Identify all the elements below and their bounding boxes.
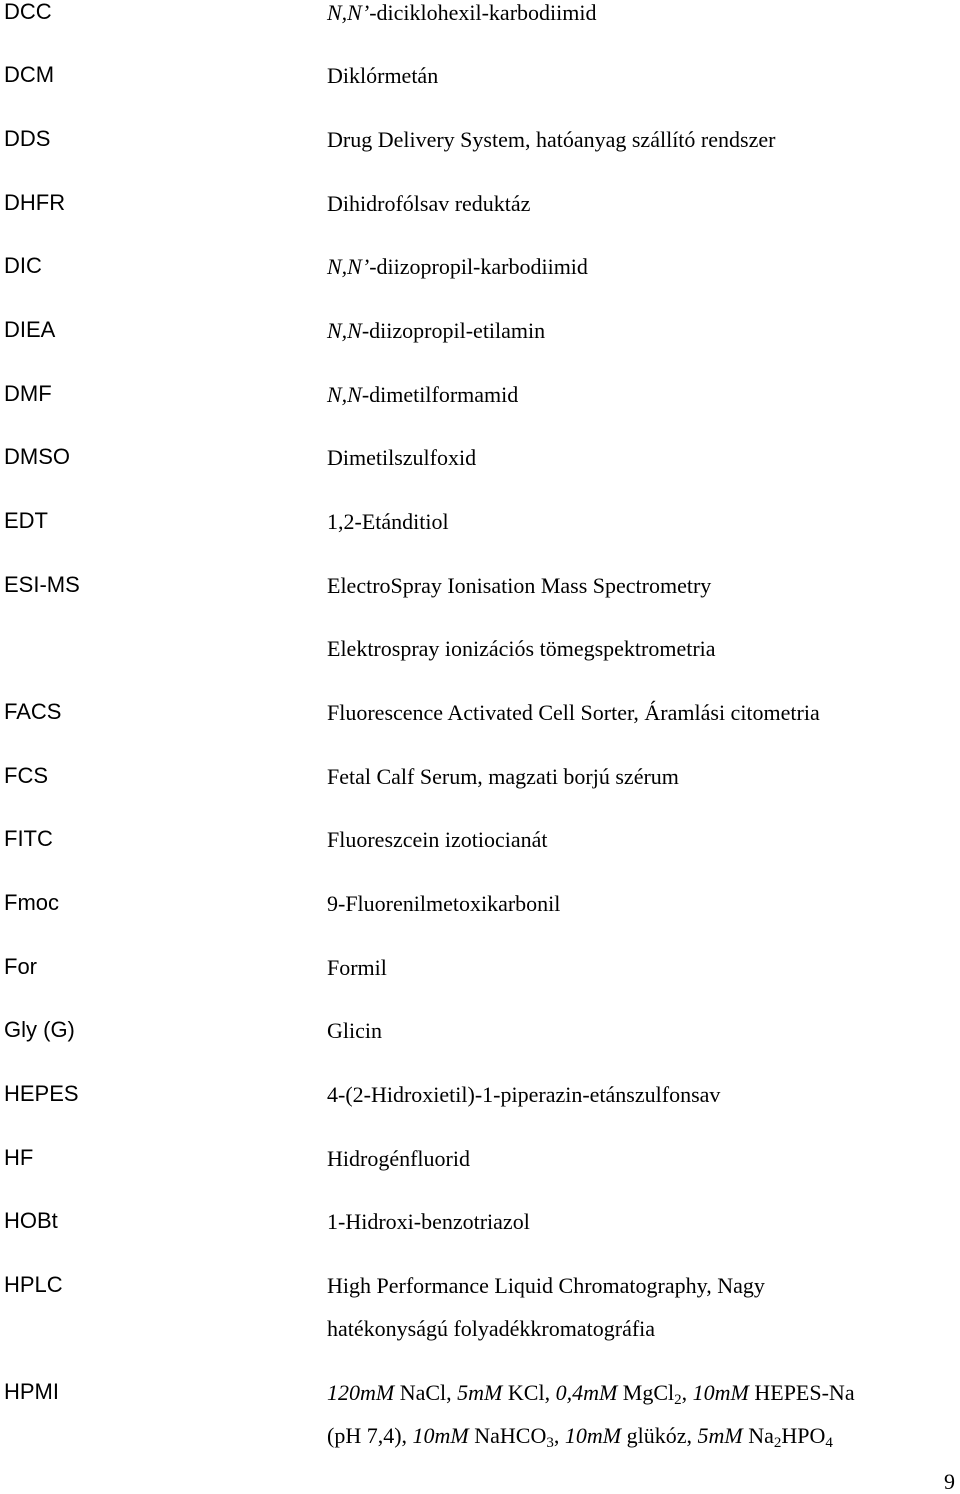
definition bbox=[327, 436, 476, 479]
abbreviation: HEPES bbox=[4, 1081, 79, 1106]
italic-text: N,N bbox=[327, 318, 362, 343]
definition-text: -diciklohexil-karbodiimid bbox=[369, 0, 597, 25]
definition-text: Hidrogénfluorid bbox=[327, 1146, 470, 1171]
definition bbox=[327, 1371, 855, 1457]
definition bbox=[327, 373, 518, 416]
definition-text: hatékonyságú folyadékkromatográfia bbox=[327, 1316, 656, 1341]
definition-text: -diizopropil-karbodiimid bbox=[369, 254, 588, 279]
definition bbox=[327, 182, 530, 225]
subscript-text: 2 bbox=[674, 1392, 682, 1408]
abbreviation: HOBt bbox=[4, 1208, 58, 1233]
definition-text: High Performance Liquid Chromatography, Nagy bbox=[327, 1273, 765, 1298]
definition bbox=[327, 691, 820, 734]
definition bbox=[327, 882, 560, 925]
abbreviation: DMSO bbox=[4, 444, 70, 469]
definition bbox=[327, 1264, 765, 1350]
abbreviation: HPLC bbox=[4, 1272, 63, 1297]
definition-text: Fluoreszcein izotiocianát bbox=[327, 827, 548, 852]
subscript-text: 4 bbox=[825, 1435, 833, 1451]
abbreviation: FACS bbox=[4, 699, 62, 724]
abbreviation: FITC bbox=[4, 826, 53, 851]
definition-text: Fetal Calf Serum, magzati borjú szérum bbox=[327, 764, 679, 789]
abbreviation: DIC bbox=[4, 253, 42, 278]
italic-text: 5mM bbox=[697, 1423, 743, 1448]
italic-text: 120mM bbox=[327, 1380, 395, 1405]
italic-text: N,N’ bbox=[327, 0, 370, 25]
definition-text: -dimetilformamid bbox=[361, 382, 519, 407]
definition-text: 1,2-Etánditiol bbox=[327, 509, 449, 534]
italic-text: N,N bbox=[327, 382, 362, 407]
subscript-text: 3 bbox=[546, 1435, 554, 1451]
definition bbox=[327, 0, 596, 34]
definition-text: ElectroSpray Ionisation Mass Spectrometry bbox=[327, 573, 712, 598]
definition-text: Diklórmetán bbox=[327, 63, 439, 88]
definition bbox=[327, 118, 775, 161]
abbreviation: HPMI bbox=[4, 1379, 59, 1404]
abbreviation: ESI-MS bbox=[4, 572, 80, 597]
subscript-text: 2 bbox=[773, 1435, 782, 1451]
definition bbox=[327, 946, 387, 989]
definition-text: Dimetilszulfoxid bbox=[327, 445, 477, 470]
abbreviation: Gly (G) bbox=[4, 1017, 75, 1042]
definition bbox=[327, 627, 716, 670]
definition-text: Glicin bbox=[327, 1018, 382, 1043]
definition-text: Drug Delivery System, hatóanyag szállító rendszer bbox=[327, 127, 776, 152]
definition-text: 1-Hidroxi-benzotriazol bbox=[327, 1209, 530, 1234]
definition bbox=[327, 564, 711, 607]
page-number: 9 bbox=[944, 1469, 955, 1494]
definition-text: glükóz, bbox=[621, 1423, 698, 1448]
definition bbox=[327, 1200, 530, 1243]
definition-text: HEPES-Na bbox=[748, 1380, 855, 1405]
definition bbox=[327, 309, 545, 352]
definition-text: Formil bbox=[327, 955, 387, 980]
italic-text: 0,4mM bbox=[555, 1380, 618, 1405]
definition bbox=[327, 500, 449, 543]
abbreviation: EDT bbox=[4, 508, 48, 533]
italic-text: 10mM bbox=[692, 1380, 749, 1405]
definition-text: Elektrospray ionizációs tömegspektrometria bbox=[327, 636, 716, 661]
definition-text: MgCl bbox=[617, 1380, 675, 1405]
abbreviation: FCS bbox=[4, 763, 48, 788]
abbreviation: DCC bbox=[4, 0, 52, 24]
definition-text: Na bbox=[742, 1423, 774, 1448]
definition-text: , bbox=[681, 1380, 693, 1405]
italic-text: 10mM bbox=[412, 1423, 469, 1448]
definition-text: (pH 7,4), bbox=[327, 1423, 413, 1448]
definition-text: -diizopropil-etilamin bbox=[361, 318, 546, 343]
definition bbox=[327, 1137, 470, 1180]
definition-text: Fluorescence Activated Cell Sorter, Áramlási citometria bbox=[327, 700, 820, 725]
definition bbox=[327, 54, 438, 97]
definition-text: NaCl, bbox=[394, 1380, 458, 1405]
definition bbox=[327, 1009, 382, 1052]
definition bbox=[327, 1073, 720, 1116]
abbreviation: DDS bbox=[4, 126, 51, 151]
abbreviation: DMF bbox=[4, 381, 52, 406]
definition bbox=[327, 245, 588, 288]
definition bbox=[327, 818, 548, 861]
definition-text: 4-(2-Hidroxietil)-1-piperazin-etánszulfonsav bbox=[327, 1082, 721, 1107]
definition-text: HPO bbox=[781, 1423, 826, 1448]
abbreviation: For bbox=[4, 954, 37, 979]
definition-text: 9-Fluorenilmetoxikarbonil bbox=[327, 891, 561, 916]
abbreviation: DCM bbox=[4, 62, 55, 87]
definition-text: KCl, bbox=[502, 1380, 556, 1405]
definition-text: Dihidrofólsav reduktáz bbox=[327, 191, 531, 216]
abbreviation: DIEA bbox=[4, 317, 56, 342]
definition bbox=[327, 755, 679, 798]
italic-text: 5mM bbox=[457, 1380, 503, 1405]
definition-text: NaHCO bbox=[468, 1423, 547, 1448]
definition-text: , bbox=[553, 1423, 565, 1448]
abbreviation: Fmoc bbox=[4, 890, 59, 915]
italic-text: 10mM bbox=[564, 1423, 622, 1448]
abbreviation: DHFR bbox=[4, 190, 66, 215]
abbreviation: HF bbox=[4, 1145, 34, 1170]
italic-text: N,N’ bbox=[327, 254, 370, 279]
